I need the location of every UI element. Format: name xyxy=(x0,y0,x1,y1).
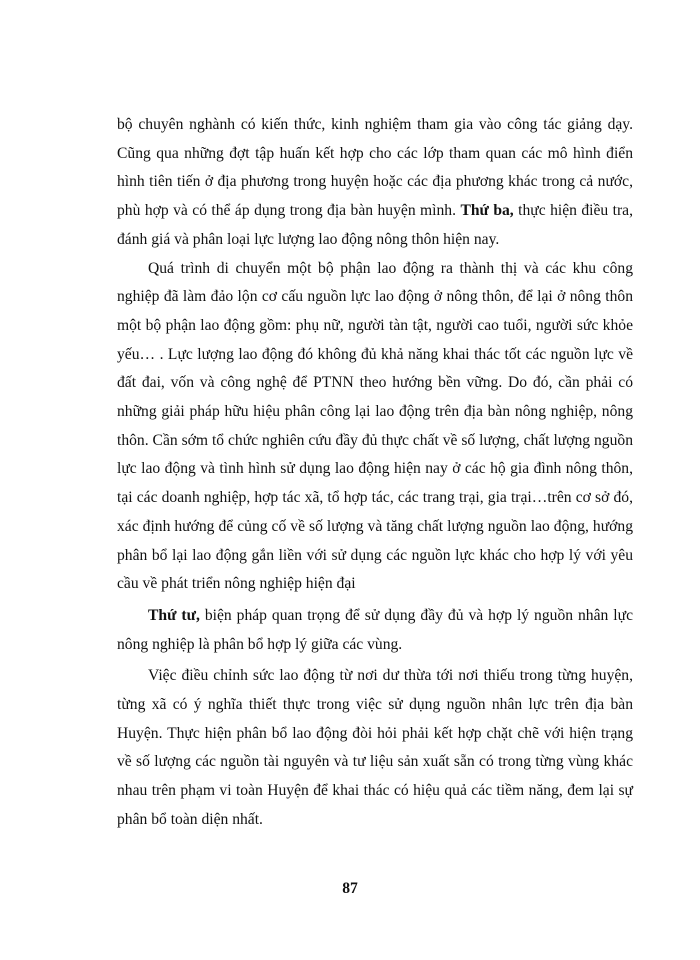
paragraph-4: Việc điều chỉnh sức lao động từ nơi dư thừa tới nơi thiếu trong từng huyện, từng xã có ý nghĩa thiết thực trong việc sử dụng nguồn nhân lực trên địa bàn Huyện. Thực hiện phân bổ lao động đòi hỏi phải kết hợp chặt chẽ với hiện trạng về số lượng các nguồn tài nguyên và tư liệu sản xuất sẵn có trong từng vùng khác nhau trên phạm vi toàn Huyện để khai thác có hiệu quả các tiềm năng, đem lại sự phân bổ toàn diện nhất. xyxy=(117,667,633,828)
paragraph-1-text-b: thực hiện điều tra, đánh giá và phân loại lực lượng lao động nông thôn hiện nay. xyxy=(117,202,634,248)
body-text xyxy=(117,111,633,835)
paragraph-1 xyxy=(117,111,633,255)
heading-thu-tu: Thứ tư, xyxy=(148,606,200,624)
paragraph-3 xyxy=(117,602,633,659)
paragraph-3-text: biện pháp quan trọng để sử dụng đầy đủ và hợp lý nguồn nhân lực nông nghiệp là phân bổ hợp lý giữa các vùng. xyxy=(117,606,634,653)
heading-thu-ba: Thứ ba, xyxy=(460,202,514,220)
page-number: 87 xyxy=(342,880,358,897)
paragraph-1-text-a: bộ chuyên nghành có kiến thức, kinh nghiệm tham gia vào công tác giảng dạy. Cũng qua những đợt tập huấn kết hợp cho các lớp tham quan các mô hình điển hình tiên tiến ở địa phương trong huyện hoặc các địa phương khác trong cả nước, phù hợp và có thể áp dụng trong địa bàn huyện mình. xyxy=(117,116,633,220)
paragraph-2: Quá trình di chuyển một bộ phận lao động ra thành thị và các khu công nghiệp đã làm đảo lộn cơ cấu nguồn lực lao động ở nông thôn, để lại ở nông thôn một bộ phận lao động gồm: phụ nữ, người tàn tật, người cao tuổi, người sức khỏe yếu… . Lực lượng lao động đó không đủ khả năng khai thác tốt các nguồn lực về đất đai, vốn và công nghệ để PTNN theo hướng bền vững. Do đó, cần phải có những giải pháp hữu hiệu phân công lại lao động trên địa bàn nông nghiệp, nông thôn. Cần sớm tổ chức nghiên cứu đầy đủ thực chất về số lượng, chất lượng nguồn lực lao động và tình hình sử dụng lao động hiện nay ở các hộ gia đình nông thôn, tại các doanh nghiệp, hợp tác xã, tổ hợp tác, các trang trại, gia trại…trên cơ sở đó, xác định hướng để củng cố về số lượng và tăng chất lượng nguồn lao động, hướng phân bổ lại lao động gắn liền với sử dụng các nguồn lực khác cho hợp lý với yêu cầu về phát triển nông nghiệp hiện đại xyxy=(117,259,633,593)
